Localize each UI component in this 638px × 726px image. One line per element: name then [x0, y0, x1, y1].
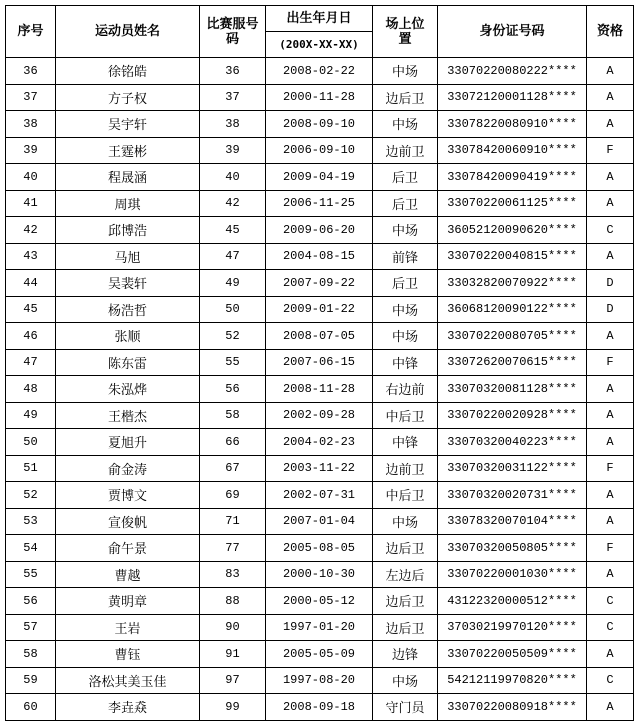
cell-jersey: 83	[200, 561, 266, 588]
cell-index: 57	[6, 614, 56, 641]
player-roster-table	[5, 5, 634, 721]
cell-index: 51	[6, 455, 56, 482]
cell-jersey: 38	[200, 111, 266, 138]
cell-position: 后卫	[373, 190, 438, 217]
cell-name: 朱泓烨	[56, 376, 200, 403]
cell-position: 中锋	[373, 429, 438, 456]
cell-position: 左边后	[373, 561, 438, 588]
table-row	[6, 508, 634, 535]
cell-birth: 2008-11-28	[266, 376, 373, 403]
cell-jersey: 67	[200, 455, 266, 482]
cell-position: 中场	[373, 508, 438, 535]
header-birth-format: (200X-XX-XX)	[266, 32, 373, 58]
table-row	[6, 455, 634, 482]
cell-name: 夏旭升	[56, 429, 200, 456]
cell-birth: 2000-11-28	[266, 84, 373, 111]
cell-birth: 1997-01-20	[266, 614, 373, 641]
table-row	[6, 588, 634, 615]
cell-position: 中后卫	[373, 402, 438, 429]
cell-id: 36052120090620****	[438, 217, 587, 244]
cell-id: 33070220080222****	[438, 58, 587, 85]
cell-qualification: A	[587, 323, 634, 350]
cell-birth: 1997-08-20	[266, 667, 373, 694]
cell-index: 55	[6, 561, 56, 588]
cell-jersey: 55	[200, 349, 266, 376]
cell-qualification: F	[587, 455, 634, 482]
cell-index: 60	[6, 694, 56, 721]
table-row	[6, 614, 634, 641]
header-jersey: 比赛服号码	[200, 6, 266, 58]
cell-id: 33070220050509****	[438, 641, 587, 668]
cell-id: 33070220080705****	[438, 323, 587, 350]
cell-id: 33072120001128****	[438, 84, 587, 111]
cell-position: 边后卫	[373, 535, 438, 562]
cell-jersey: 39	[200, 137, 266, 164]
table-row	[6, 164, 634, 191]
cell-index: 37	[6, 84, 56, 111]
table-row	[6, 270, 634, 297]
header-id: 身份证号码	[438, 6, 587, 58]
cell-birth: 2007-09-22	[266, 270, 373, 297]
cell-qualification: A	[587, 508, 634, 535]
cell-birth: 2000-10-30	[266, 561, 373, 588]
table-row	[6, 376, 634, 403]
header-qualification: 资格	[587, 6, 634, 58]
cell-qualification: C	[587, 667, 634, 694]
cell-birth: 2002-07-31	[266, 482, 373, 509]
table-row	[6, 561, 634, 588]
table-row	[6, 694, 634, 721]
cell-qualification: A	[587, 376, 634, 403]
cell-id: 33070220061125****	[438, 190, 587, 217]
table-row	[6, 429, 634, 456]
cell-jersey: 37	[200, 84, 266, 111]
cell-name: 吴宇轩	[56, 111, 200, 138]
cell-jersey: 47	[200, 243, 266, 270]
cell-id: 33070220080918****	[438, 694, 587, 721]
cell-id: 33070320031122****	[438, 455, 587, 482]
cell-qualification: A	[587, 84, 634, 111]
cell-birth: 2009-01-22	[266, 296, 373, 323]
cell-index: 36	[6, 58, 56, 85]
table-row	[6, 349, 634, 376]
cell-position: 边后卫	[373, 588, 438, 615]
table-row	[6, 641, 634, 668]
cell-name: 曹越	[56, 561, 200, 588]
cell-position: 后卫	[373, 164, 438, 191]
cell-name: 邱博浩	[56, 217, 200, 244]
cell-qualification: D	[587, 296, 634, 323]
cell-birth: 2003-11-22	[266, 455, 373, 482]
cell-jersey: 52	[200, 323, 266, 350]
cell-index: 50	[6, 429, 56, 456]
cell-qualification: C	[587, 217, 634, 244]
cell-qualification: A	[587, 164, 634, 191]
cell-jersey: 91	[200, 641, 266, 668]
cell-jersey: 45	[200, 217, 266, 244]
cell-id: 37030219970120****	[438, 614, 587, 641]
cell-index: 38	[6, 111, 56, 138]
cell-jersey: 42	[200, 190, 266, 217]
cell-qualification: A	[587, 561, 634, 588]
cell-index: 48	[6, 376, 56, 403]
cell-id: 33070220001030****	[438, 561, 587, 588]
cell-birth: 2009-06-20	[266, 217, 373, 244]
cell-position: 中后卫	[373, 482, 438, 509]
cell-index: 40	[6, 164, 56, 191]
cell-jersey: 40	[200, 164, 266, 191]
cell-qualification: D	[587, 270, 634, 297]
cell-jersey: 99	[200, 694, 266, 721]
cell-index: 54	[6, 535, 56, 562]
cell-birth: 2007-06-15	[266, 349, 373, 376]
cell-position: 边前卫	[373, 455, 438, 482]
cell-qualification: C	[587, 614, 634, 641]
cell-name: 张顺	[56, 323, 200, 350]
cell-qualification: F	[587, 535, 634, 562]
cell-name: 王霆彬	[56, 137, 200, 164]
header-row	[6, 6, 634, 32]
cell-qualification: A	[587, 243, 634, 270]
cell-position: 边后卫	[373, 614, 438, 641]
cell-index: 43	[6, 243, 56, 270]
cell-jersey: 49	[200, 270, 266, 297]
cell-birth: 2000-05-12	[266, 588, 373, 615]
header-name: 运动员姓名	[56, 6, 200, 58]
cell-birth: 2004-08-15	[266, 243, 373, 270]
table-row	[6, 137, 634, 164]
cell-index: 53	[6, 508, 56, 535]
cell-position: 中场	[373, 58, 438, 85]
cell-jersey: 71	[200, 508, 266, 535]
cell-birth: 2008-09-10	[266, 111, 373, 138]
cell-id: 33072620070615****	[438, 349, 587, 376]
cell-position: 边锋	[373, 641, 438, 668]
cell-position: 中场	[373, 296, 438, 323]
cell-qualification: C	[587, 588, 634, 615]
table-row	[6, 402, 634, 429]
cell-qualification: A	[587, 429, 634, 456]
cell-index: 39	[6, 137, 56, 164]
table-row	[6, 482, 634, 509]
cell-position: 中场	[373, 323, 438, 350]
table-row	[6, 84, 634, 111]
table-row	[6, 217, 634, 244]
cell-qualification: A	[587, 190, 634, 217]
cell-name: 吴裴轩	[56, 270, 200, 297]
cell-qualification: A	[587, 58, 634, 85]
cell-index: 41	[6, 190, 56, 217]
cell-jersey: 77	[200, 535, 266, 562]
table-row	[6, 111, 634, 138]
cell-position: 边前卫	[373, 137, 438, 164]
cell-id: 33070320040223****	[438, 429, 587, 456]
cell-index: 45	[6, 296, 56, 323]
header-birth: 出生年月日	[266, 6, 373, 32]
cell-position: 中场	[373, 111, 438, 138]
cell-id: 36068120090122****	[438, 296, 587, 323]
cell-qualification: A	[587, 641, 634, 668]
cell-id: 33078420060910****	[438, 137, 587, 164]
table-body	[6, 58, 634, 721]
cell-qualification: F	[587, 137, 634, 164]
cell-name: 王楷杰	[56, 402, 200, 429]
cell-name: 宣俊帆	[56, 508, 200, 535]
cell-index: 47	[6, 349, 56, 376]
cell-index: 46	[6, 323, 56, 350]
cell-position: 中场	[373, 217, 438, 244]
header-position: 场上位置	[373, 6, 438, 58]
cell-jersey: 88	[200, 588, 266, 615]
cell-jersey: 50	[200, 296, 266, 323]
cell-index: 59	[6, 667, 56, 694]
cell-name: 贾博文	[56, 482, 200, 509]
cell-position: 右边前	[373, 376, 438, 403]
table-row	[6, 667, 634, 694]
cell-birth: 2008-07-05	[266, 323, 373, 350]
table-row	[6, 323, 634, 350]
cell-birth: 2002-09-28	[266, 402, 373, 429]
cell-name: 杨浩哲	[56, 296, 200, 323]
cell-id: 33070320081128****	[438, 376, 587, 403]
cell-name: 王岩	[56, 614, 200, 641]
cell-birth: 2006-09-10	[266, 137, 373, 164]
cell-id: 43122320000512****	[438, 588, 587, 615]
cell-name: 洛松其美玉佳	[56, 667, 200, 694]
cell-jersey: 97	[200, 667, 266, 694]
cell-qualification: F	[587, 349, 634, 376]
cell-name: 俞金涛	[56, 455, 200, 482]
cell-jersey: 66	[200, 429, 266, 456]
cell-index: 49	[6, 402, 56, 429]
cell-birth: 2005-08-05	[266, 535, 373, 562]
cell-index: 52	[6, 482, 56, 509]
cell-name: 黄明章	[56, 588, 200, 615]
table-row	[6, 58, 634, 85]
cell-birth: 2009-04-19	[266, 164, 373, 191]
table-row	[6, 243, 634, 270]
cell-birth: 2006-11-25	[266, 190, 373, 217]
cell-qualification: A	[587, 482, 634, 509]
cell-name: 徐铭皓	[56, 58, 200, 85]
cell-name: 周琪	[56, 190, 200, 217]
cell-name: 李垚猋	[56, 694, 200, 721]
cell-qualification: A	[587, 694, 634, 721]
cell-position: 守门员	[373, 694, 438, 721]
cell-jersey: 36	[200, 58, 266, 85]
cell-id: 54212119970820****	[438, 667, 587, 694]
cell-position: 前锋	[373, 243, 438, 270]
cell-id: 33070320050805****	[438, 535, 587, 562]
cell-index: 56	[6, 588, 56, 615]
cell-birth: 2008-02-22	[266, 58, 373, 85]
cell-id: 33078220080910****	[438, 111, 587, 138]
cell-id: 33070220020928****	[438, 402, 587, 429]
cell-birth: 2007-01-04	[266, 508, 373, 535]
cell-name: 马旭	[56, 243, 200, 270]
cell-position: 边后卫	[373, 84, 438, 111]
cell-id: 33078320070104****	[438, 508, 587, 535]
cell-index: 44	[6, 270, 56, 297]
cell-index: 58	[6, 641, 56, 668]
cell-position: 中锋	[373, 349, 438, 376]
cell-jersey: 90	[200, 614, 266, 641]
cell-jersey: 56	[200, 376, 266, 403]
cell-position: 后卫	[373, 270, 438, 297]
cell-name: 陈东雷	[56, 349, 200, 376]
cell-id: 33032820070922****	[438, 270, 587, 297]
cell-name: 俞午景	[56, 535, 200, 562]
cell-jersey: 58	[200, 402, 266, 429]
header-index: 序号	[6, 6, 56, 58]
cell-name: 方子权	[56, 84, 200, 111]
cell-qualification: A	[587, 402, 634, 429]
cell-position: 中场	[373, 667, 438, 694]
cell-index: 42	[6, 217, 56, 244]
cell-birth: 2008-09-18	[266, 694, 373, 721]
cell-id: 33070320020731****	[438, 482, 587, 509]
cell-id: 33078420090419****	[438, 164, 587, 191]
table-row	[6, 535, 634, 562]
cell-name: 程晟涵	[56, 164, 200, 191]
cell-birth: 2004-02-23	[266, 429, 373, 456]
cell-id: 33070220040815****	[438, 243, 587, 270]
table-row	[6, 190, 634, 217]
cell-name: 曹钰	[56, 641, 200, 668]
cell-birth: 2005-05-09	[266, 641, 373, 668]
cell-qualification: A	[587, 111, 634, 138]
cell-jersey: 69	[200, 482, 266, 509]
table-row	[6, 296, 634, 323]
